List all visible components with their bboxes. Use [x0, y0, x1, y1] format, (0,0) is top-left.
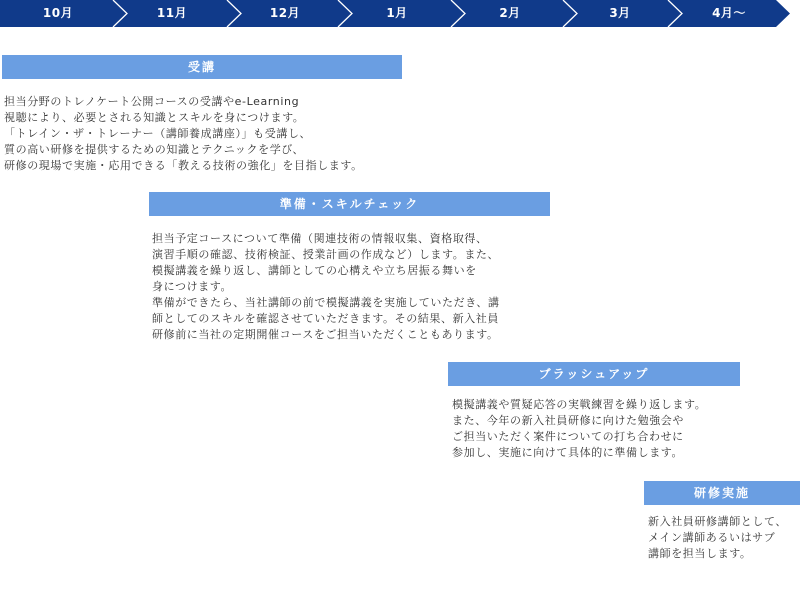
month-mar: 3月: [609, 6, 631, 20]
text-line: 準備ができたら、当社講師の前で模擬講義を実施していただき、講: [152, 296, 500, 309]
phase-attend-text: [4, 94, 363, 174]
text-line: 模擬講義や質疑応答の実戦練習を繰り返します。: [452, 398, 707, 411]
month-nov: 11月: [156, 6, 188, 20]
text-line: メイン講師あるいはサブ: [648, 531, 776, 544]
text-line: 「トレイン・ザ・トレーナー（講師養成講座）」も受講し、: [4, 127, 312, 140]
month-apr: 4月～: [712, 6, 746, 20]
month-jan: 1月: [386, 6, 408, 20]
text-line: ご担当いただく案件についての打ち合わせに: [452, 430, 684, 443]
text-line: 研修前に当社の定期開催コースをご担当いただくこともあります。: [152, 328, 499, 341]
phase-training-text: [648, 514, 787, 562]
phase-prep-header: 準備・スキルチェック: [149, 192, 550, 216]
text-line: 参加し、実施に向けて具体的に準備します。: [452, 446, 684, 459]
text-line: 研修の現場で実施・応用できる「教える技術の強化」を目指します。: [4, 159, 363, 172]
text-line: 質の高い研修を提供するための知識とテクニックを学び、: [4, 143, 305, 156]
phase-prep-text: [152, 231, 500, 343]
month-dec: 12月: [269, 6, 301, 20]
phase-attend-header: 受講: [2, 55, 402, 79]
text-line: 演習手順の確認、技術検証、授業計画の作成など）します。また、: [152, 248, 500, 261]
text-line: 新入社員研修講師として、: [648, 515, 787, 528]
month-timeline: [0, 0, 800, 27]
phase-brushup-text: [452, 397, 706, 461]
phase-training-header: 研修実施: [644, 481, 800, 505]
text-line: 身につけます。: [152, 280, 233, 293]
text-line: 視聴により、必要とされる知識とスキルを身につけます。: [4, 111, 305, 124]
text-line: 講師を担当します。: [648, 547, 752, 560]
month-feb: 2月: [499, 6, 521, 20]
phase-brushup-header: ブラッシュアップ: [448, 362, 740, 386]
text-line: また、今年の新入社員研修に向けた勉強会や: [452, 414, 684, 427]
text-line: 担当分野のトレノケート公開コースの受講やe-Learning: [4, 95, 300, 108]
text-line: 模擬講義を繰り返し、講師としての心構えや立ち居振る舞いを: [152, 264, 477, 277]
month-oct: 10月: [42, 6, 74, 20]
text-line: 担当予定コースについて準備（関連技術の情報収集、資格取得、: [152, 232, 488, 245]
text-line: 師としてのスキルを確認させていただきます。その結果、新入社員: [152, 312, 500, 325]
